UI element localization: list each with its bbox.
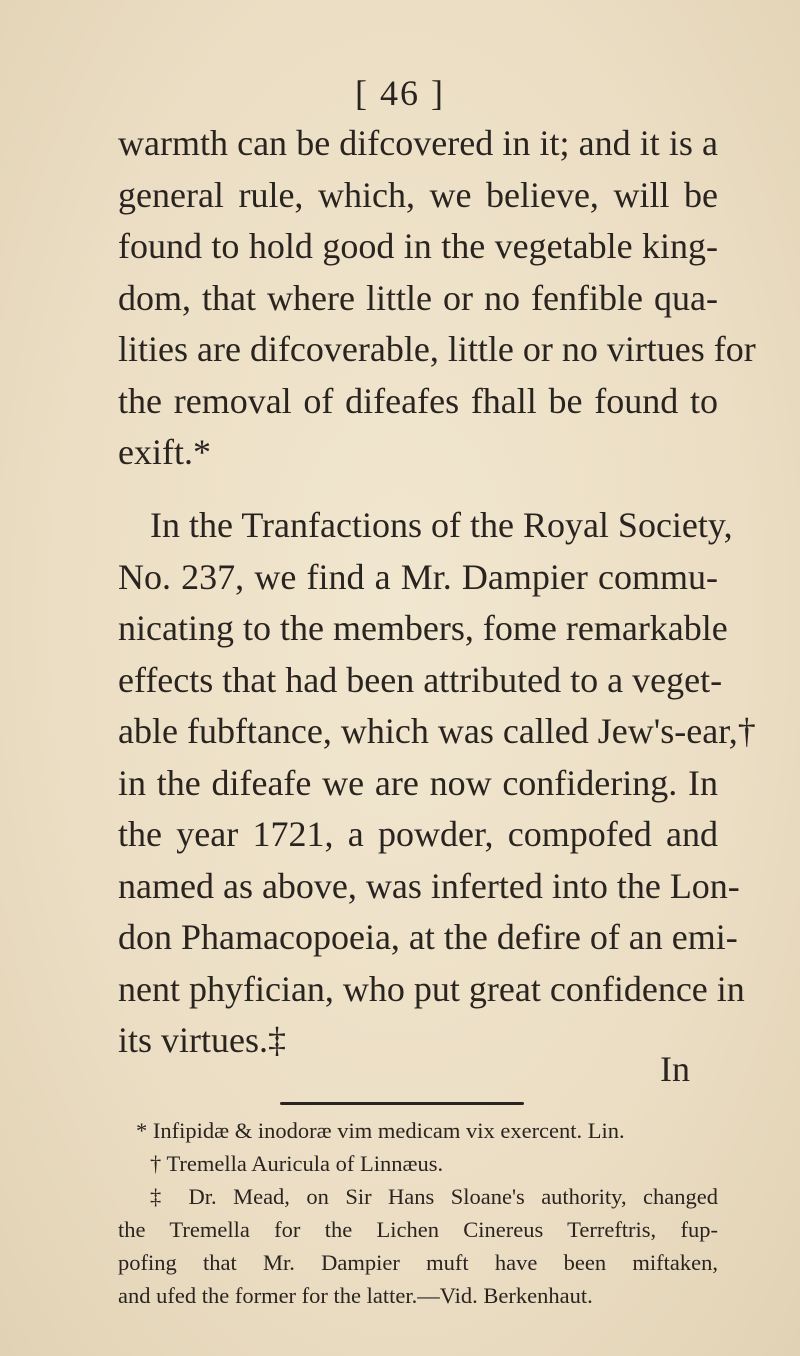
- footnotes: [118, 1114, 718, 1312]
- text-line: effects that had been attributed to a veget-: [118, 659, 723, 700]
- text-line: its virtues.‡: [118, 1020, 286, 1060]
- text-line: dom, that where little or no fenfible qua-: [118, 277, 718, 318]
- text-line: in the difeafe we are now confidering. In: [118, 762, 718, 803]
- text-line: warmth can be difcovered in it; and it is a: [118, 123, 718, 163]
- text-line: No. 237, we find a Mr. Dampier commu-: [118, 556, 718, 597]
- text-line: exift.*: [118, 432, 211, 472]
- footnote-3-line: the Tremella for the Lichen Cinereus Terreftris, fup-: [118, 1217, 718, 1242]
- text-line: In the Tranfactions of the Royal Society,: [150, 505, 733, 545]
- text-line: able fubftance, which was called Jew's-ear,†: [118, 711, 756, 751]
- text-line: nent phyfician, who put great confidence in: [118, 968, 745, 1009]
- text-line: lities are difcoverable, little or no virtues for: [118, 329, 756, 369]
- footnote-3-line: pofing that Mr. Dampier muft have been miftaken,: [118, 1250, 718, 1275]
- text-line: named as above, was inferted into the Lon-: [118, 865, 740, 906]
- page-number: [ 46 ]: [355, 73, 445, 113]
- text-line: nicating to the members, fome remarkable: [118, 608, 728, 648]
- text-line: the removal of difeafes fhall be found to: [118, 380, 718, 421]
- paragraph-2: [118, 500, 756, 1067]
- footnote-3-line: and ufed the former for the latter.—Vid. Berkenhaut.: [118, 1283, 593, 1308]
- footnote-3-line: ‡ Dr. Mead, on Sir Hans Sloane's authority, changed: [150, 1184, 718, 1209]
- catchword: In: [660, 1049, 690, 1089]
- text-line: don Phamacopoeia, at the defire of an emi-: [118, 917, 738, 957]
- footnote-divider: [280, 1102, 524, 1105]
- text-line: general rule, which, we believe, will be: [118, 174, 718, 215]
- footnote-2: † Tremella Auricula of Linnæus.: [150, 1151, 444, 1176]
- footnote-1: * Infipidæ & inodoræ vim medicam vix exercent. Lin.: [136, 1118, 625, 1143]
- text-line: the year 1721, a powder, compofed and: [118, 814, 718, 854]
- text-line: found to hold good in the vegetable king-: [118, 226, 718, 266]
- paragraph-1: [118, 118, 756, 479]
